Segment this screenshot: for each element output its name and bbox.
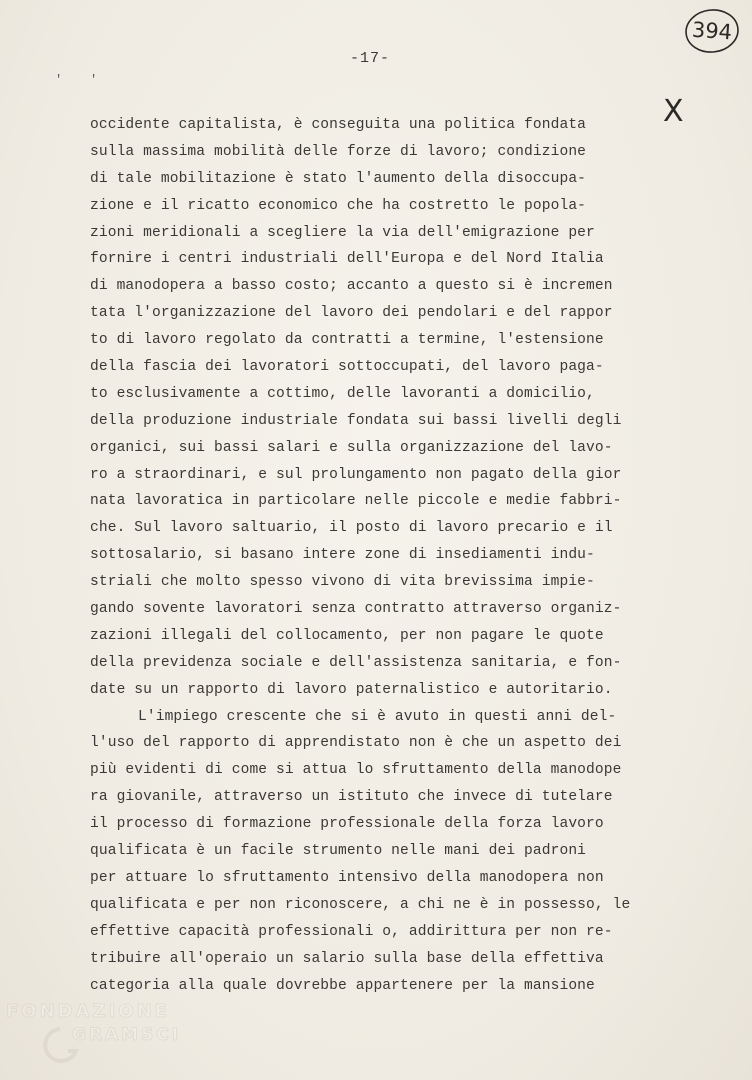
text-line: della produzione industriale fondata sui bassi livelli degli [90,412,622,429]
text-line: categoria alla quale dovrebbe appartenere per la mansione [90,977,595,994]
text-line: effettive capacità professionali o, addirittura per non re- [90,923,613,940]
text-line: fornire i centri industriali dell'Europa e del Nord Italia [90,251,604,268]
text-line: date su un rapporto di lavoro paternalistico e autoritario. [90,681,613,698]
text-line: nata lavoratica in particolare nelle piccole e medie fabbri- [90,493,622,510]
watermark-logo-icon [30,1025,90,1065]
text-line: qualificata è un facile strumento nelle mani dei padroni [90,843,587,860]
watermark-line: FONDAZIONE [6,1001,170,1022]
text-line: sulla massima mobilità delle forze di lavoro; condizione [90,143,587,160]
text-line: sottosalario, si basano intere zone di insediamenti indu- [90,547,595,564]
text-line: to di lavoro regolato da contratti a termine, l'estensione [90,332,604,349]
text-line: zioni meridionali a scegliere la via dell'emigrazione per [90,224,595,241]
archive-number-stamp [683,6,741,56]
stray-mark: ' [55,73,63,87]
text-line: to esclusivamente a cottimo, delle lavoranti a domicilio, [90,385,595,402]
text-line: di manodopera a basso costo; accanto a questo si è incremen [90,278,613,295]
text-line: qualificata e per non riconoscere, a chi ne è in possesso, le [90,896,631,913]
stray-mark: ' [90,73,98,87]
archive-number: 394 [691,17,733,45]
foundation-watermark [2,995,192,1075]
text-line: della previdenza sociale e dell'assistenza sanitaria, e fon- [90,654,622,671]
text-line: ro a straordinari, e sul prolungamento non pagato della gior [90,466,622,483]
text-line: che. Sul lavoro saltuario, il posto di lavoro precario e il [90,520,613,537]
text-line: tribuire all'operaio un salario sulla base della effettiva [90,950,604,967]
text-line: tata l'organizzazione del lavoro dei pendolari e del rappor [90,305,613,322]
text-line: gando sovente lavoratori senza contratto attraverso organiz- [90,601,622,618]
text-line: ra giovanile, attraverso un istituto che invece di tutelare [90,789,613,806]
watermark-line: GRAMSCI [72,1025,182,1045]
text-line: della fascia dei lavoratori sottoccupati, del lavoro paga- [90,359,604,376]
text-line: occidente capitalista, è conseguita una politica fondata [90,117,587,133]
text-line: più evidenti di come si attua lo sfruttamento della manodope [90,762,622,779]
text-line: organici, sui bassi salari e sulla organizzazione del lavo- [90,439,613,456]
text-line: zazioni illegali del collocamento, per non pagare le quote [90,627,604,644]
text-line: l'uso del rapporto di apprendistato non è che un aspetto dei [90,735,622,752]
typed-text-body [90,112,650,999]
text-line: di tale mobilitazione è stato l'aumento della disoccupa- [90,170,587,187]
handwritten-x-mark: X [663,94,684,129]
text-line: per attuare lo sfruttamento intensivo della manodopera non [90,869,604,886]
text-line: zione e il ricatto economico che ha costretto le popola- [90,197,587,214]
page-number: -17- [349,50,390,67]
text-line: striali che molto spesso vivono di vita brevissima impie- [90,574,595,591]
text-line: il processo di formazione professionale della forza lavoro [90,816,604,833]
text-line-paragraph-start: L'impiego crescente che si è avuto in questi anni del- [138,708,617,725]
